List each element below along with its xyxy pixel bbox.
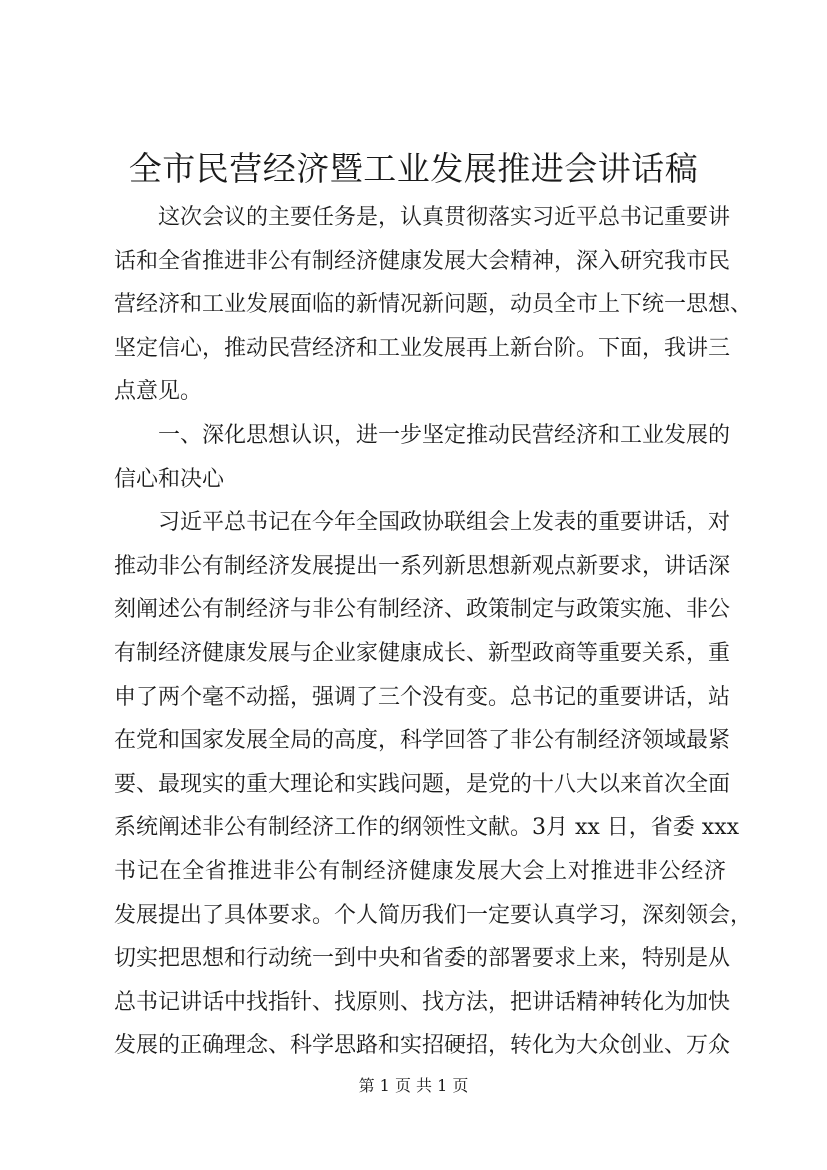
paragraph-line: 推动非公有制经济发展提出一系列新思想新观点新要求，讲话深 [114, 553, 731, 579]
paragraph-line: 有制经济健康发展与企业家健康成长、新型政商等重要关系，重 [114, 640, 731, 666]
paragraph-line: 发展提出了具体要求。个人简历我们一定要认真学习，深刻领会， [114, 902, 753, 928]
paragraph-line: 系统阐述非公有制经济工作的纲领性文献。3月 xx 日，省委 xxx [114, 815, 740, 841]
paragraph-line: 切实把思想和行动统一到中央和省委的部署要求上来，特别是从 [114, 946, 731, 972]
section-heading-line: 信心和决心 [114, 466, 225, 492]
paragraph-line: 点意见。 [114, 379, 203, 405]
page-number-footer: 第 1 页 共 1 页 [358, 1076, 469, 1095]
section-heading-line: 一、深化思想认识，进一步坚定推动民营经济和工业发展的 [158, 422, 731, 448]
paragraph-line: 申了两个毫不动摇，强调了三个没有变。总书记的重要讲话，站 [114, 684, 731, 710]
page-title: 全市民营经济暨工业发展推进会讲话稿 [128, 149, 699, 188]
paragraph-line: 话和全省推进非公有制经济健康发展大会精神，深入研究我市民 [114, 248, 731, 274]
paragraph-line: 这次会议的主要任务是，认真贯彻落实习近平总书记重要讲 [158, 205, 731, 230]
paragraph-line: 要、最现实的重大理论和实践问题，是党的十八大以来首次全面 [114, 771, 731, 797]
paragraph-line: 书记在全省推进非公有制经济健康发展大会上对推进非公经济 [114, 858, 726, 884]
paragraph-line: 坚定信心，推动民营经济和工业发展再上新台阶。下面，我讲三 [114, 335, 731, 361]
paragraph-line: 刻阐述公有制经济与非公有制经济、政策制定与政策实施、非公 [114, 597, 731, 623]
document-body [114, 196, 753, 1068]
paragraph-line: 习近平总书记在今年全国政协联组会上发表的重要讲话，对 [158, 510, 731, 536]
paragraph-line: 营经济和工业发展面临的新情况新问题，动员全市上下统一思想、 [114, 292, 753, 318]
paragraph-line: 在党和国家发展全局的高度，科学回答了非公有制经济领域最紧 [114, 728, 731, 754]
paragraph-line: 发展的正确理念、科学思路和实招硬招，转化为大众创业、万众 [114, 1033, 731, 1059]
paragraph-line: 总书记讲话中找指针、找原则、找方法，把讲话精神转化为加快 [114, 989, 731, 1015]
